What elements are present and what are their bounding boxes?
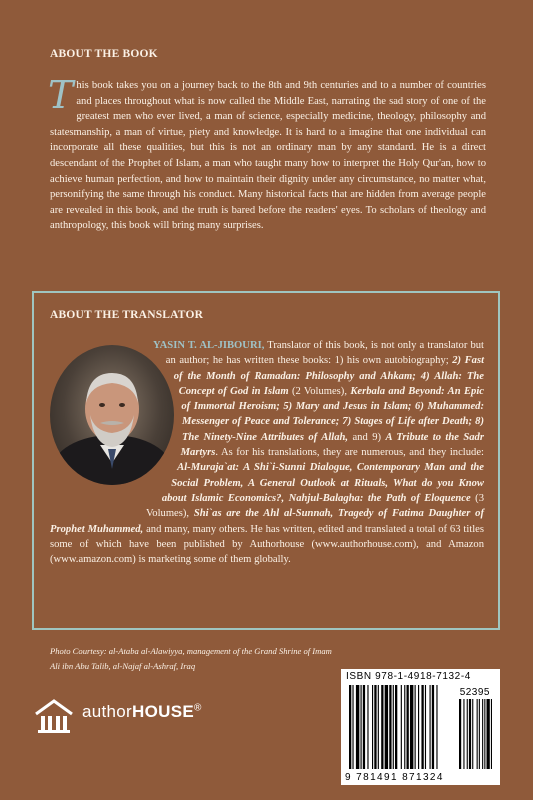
translator-name: YASIN T. AL-JIBOURI,	[152, 340, 265, 351]
translator-paragraph: YASIN T. AL-JIBOURI, Translator of this book, is not only a translator but an author; he has written these books: 1) his own autobiography; 2) Fast of the Month of Ramadan: Philosophy and Ahkam; 4) Allah: The Concept of God in Islam (2 Volumes), Kerbala and Beyond: An Epic of Immortal Heroism; 5) Mary and Jesus in Islam; 6) Muhammed: Messenger of Peace and Tolerance; 7) Stages of Life after Death; 8) The Ninety-Nine Attributes of Allah, and 9) A Tribute to the Sadr Martyrs. As for his translations, they are numerous, and they include: Al-Muraja`at: A Shi`i-Sunni Dialogue, Contemporary Man and the Social Problem, A General Outlook at Rituals, What do you Know about Islamic Economics?, Nahjul-Balagha: the Path of Eloquence (3 Volumes), Shi`as are the Ahl al-Sunnah, Tragedy of Fatima Daughter of Prophet Muhammed, and many, many others. He has written, edited and translated a total of 63 titles some of which have been published by Authorhouse (www.authorhouse.com), and Amazon (www.amazon.com) is marketing some of them globally.	[50, 340, 485, 566]
isbn-label: ISBN 978-1-4918-7132-4	[346, 671, 471, 682]
photo-credit: Photo Courtesy: al-Ataba al-Alawiyya, management of the Grand Shrine of Imam Ali ibn Abu Talib, al-Najaf al-Ashraf, Iraq	[50, 646, 332, 671]
drop-cap: T	[48, 73, 74, 117]
translator-box	[32, 291, 500, 630]
about-book-paragraph: his book takes you on a journey back to the 8th and 9th centuries and to a number of countries and places throughout what is now called the Middle East, narrating the sad story of one of the greatest men who ever lived, a man of science, especially medicine, theology, philosophy and statesmanship, a man of virtue, piety and knowledge. It is hard to a imagine that one individual can incorporate all these qualities, but this is not an ordinary man by any standard. He is a direct descendant of the Prophet of Islam, a man who taught many how to interpret the Holy Qur'an, how to achieve human perfection, and how to maintain their dignity under any circumstance, no matter what, personifying the same through his conduct. Many historical facts that are hidden from average people are revealed in this book, and the truth is bared before the readers' eyes. To scholars of theology and anthropology, this book will bring many surprises.	[50, 80, 486, 232]
publisher-wordmark: authorHOUSE®	[82, 702, 202, 721]
barcode-bars-icon	[341, 669, 500, 785]
ean-digits: 9 781491 871324	[345, 772, 444, 783]
publisher-logo	[34, 698, 234, 734]
isbn-barcode	[341, 669, 500, 785]
price-code-label: 52395	[459, 687, 490, 698]
about-book-heading: ABOUT THE BOOK	[50, 48, 158, 60]
about-translator-heading: ABOUT THE TRANSLATOR	[50, 309, 204, 321]
about-book-text	[48, 73, 486, 234]
house-icon	[34, 698, 74, 734]
